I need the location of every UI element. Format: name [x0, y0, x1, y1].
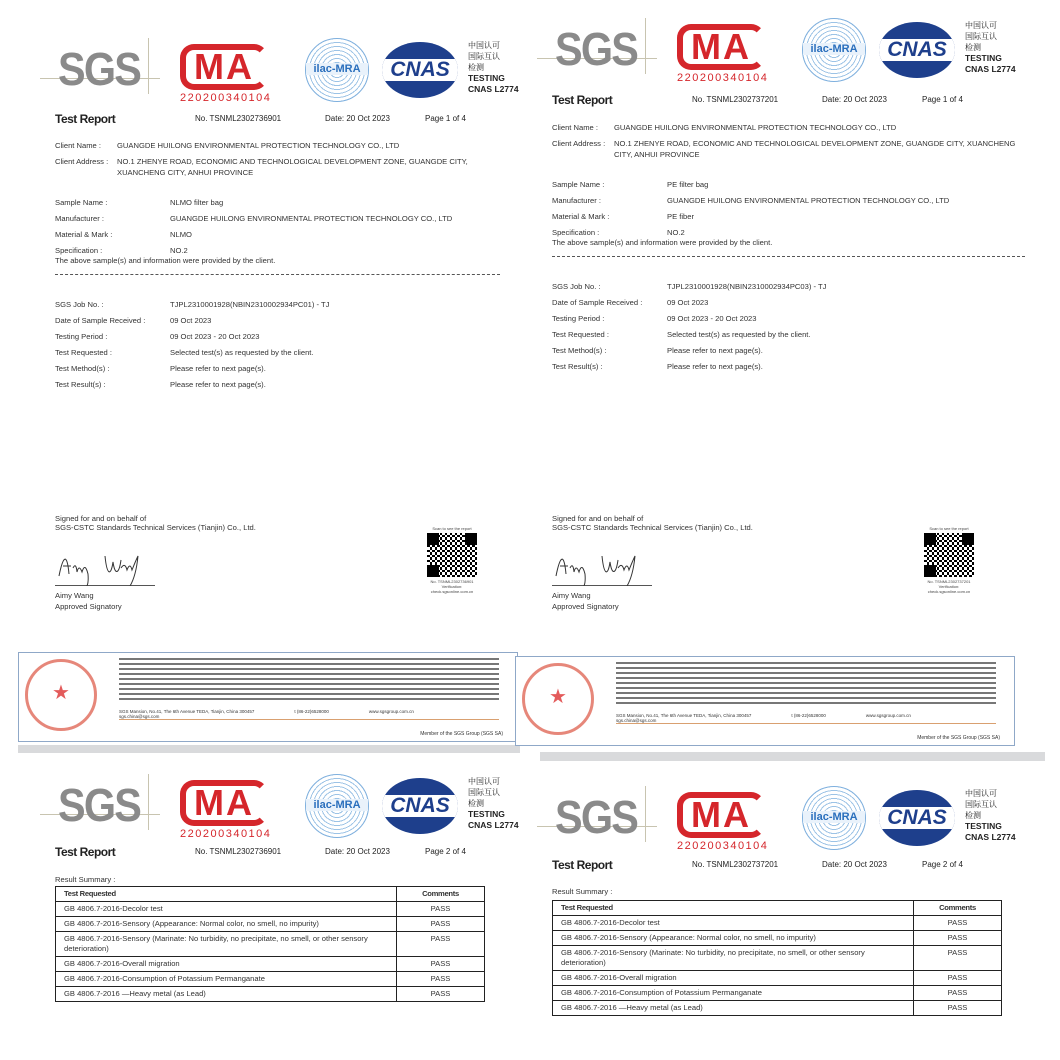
- field-label: Test Result(s) :: [552, 362, 603, 371]
- field-label: Manufacturer :: [552, 196, 601, 205]
- footer-address: SGS Mansion, No.41, The 6th Avenue TEDA, Tianjin, China 300457 t (86-22)6528000 www.sgsgroup.com.cn sgs.china@sgs.com: [616, 713, 996, 724]
- field-label: Manufacturer :: [55, 214, 104, 223]
- field-row: [552, 345, 1025, 356]
- field-label: Test Method(s) :: [55, 364, 110, 373]
- page-separator: [18, 745, 520, 753]
- report-details: [55, 140, 500, 395]
- field-value: GUANGDE HUILONG ENVIRONMENTAL PROTECTION TECHNOLOGY CO., LTD: [117, 141, 400, 150]
- field-value: GUANGDE HUILONG ENVIRONMENTAL PROTECTION TECHNOLOGY CO., LTD: [170, 214, 453, 223]
- report-number: No. TSNML2302737201: [692, 860, 779, 869]
- field-row: [55, 347, 500, 358]
- test-comment: PASS: [397, 972, 485, 987]
- field-row: [55, 213, 500, 224]
- field-row: [55, 363, 500, 374]
- field-value: NO.1 ZHENYE ROAD, ECONOMIC AND TECHNOLOGICAL DEVELOPMENT ZONE, GUANGDE CITY, XUANCHENG CITY, ANHUI PROVINCE: [614, 139, 1016, 159]
- report-footer: [18, 652, 518, 742]
- signatory-name: Aimy Wang: [55, 591, 94, 600]
- field-label: Test Method(s) :: [552, 346, 607, 355]
- ilac-mra-logo: ilac-MRA: [305, 38, 369, 102]
- field-label: Client Address :: [552, 139, 606, 148]
- field-row: [552, 211, 1025, 222]
- report-title-row: [552, 860, 1045, 874]
- field-row: [55, 299, 500, 310]
- field-value: 09 Oct 2023: [667, 298, 709, 307]
- test-comment: PASS: [397, 917, 485, 932]
- report-title: Test Report: [55, 845, 116, 859]
- ilac-mra-logo: ilac-MRA: [802, 786, 866, 850]
- field-label: Client Address :: [55, 157, 109, 166]
- field-row: [552, 329, 1025, 340]
- test-name: GB 4806.7-2016 —Heavy metal (as Lead): [553, 1001, 914, 1016]
- cma-number: 220200340104: [180, 828, 272, 840]
- cma-logo: MA: [180, 780, 268, 826]
- report-number: No. TSNML2302736901: [195, 847, 282, 856]
- test-name: GB 4806.7-2016 —Heavy metal (as Lead): [56, 987, 397, 1002]
- report-number: No. TSNML2302737201: [692, 95, 779, 104]
- report-date: Date: 20 Oct 2023: [822, 860, 887, 869]
- divider: [148, 774, 149, 830]
- signatory-name: Aimy Wang: [552, 591, 591, 600]
- field-label: Date of Sample Received :: [55, 316, 146, 325]
- divider: [148, 38, 149, 94]
- field-row: [552, 179, 1025, 190]
- client-note: The above sample(s) and information were provided by the client.: [55, 256, 276, 265]
- footer-address: SGS Mansion, No.41, The 6th Avenue TEDA, Tianjin, China 300457 t (86-22)6528000 www.sgsgroup.com.cn sgs.china@sgs.com: [119, 709, 499, 720]
- accreditation-text: 中国认可 国际互认 检测 TESTING CNAS L2774: [965, 789, 1016, 842]
- sgs-member-text: Member of the SGS Group (SGS SA): [420, 731, 503, 737]
- field-row: [55, 229, 500, 240]
- result-row: [553, 946, 1002, 971]
- report-details: [552, 122, 1025, 377]
- accreditation-text: 中国认可 国际互认 检测 TESTING CNAS L2774: [965, 21, 1016, 74]
- test-name: GB 4806.7-2016-Consumption of Potassium Permanganate: [56, 972, 397, 987]
- cnas-logo: CNAS: [382, 42, 458, 98]
- test-name: GB 4806.7-2016-Consumption of Potassium Permanganate: [553, 986, 914, 1001]
- test-comment: PASS: [914, 931, 1002, 946]
- result-row: [56, 972, 485, 987]
- test-comment: PASS: [397, 987, 485, 1002]
- field-row: [552, 227, 1025, 238]
- result-row: [553, 986, 1002, 1001]
- field-row: [552, 122, 1025, 133]
- handwritten-signature: [552, 546, 652, 586]
- report-title: Test Report: [552, 93, 613, 107]
- cma-logo: MA: [677, 24, 765, 70]
- field-label: SGS Job No. :: [55, 300, 104, 309]
- col-header-test: Test Requested: [553, 901, 914, 916]
- verification-qr[interactable]: Scan to see the report No. TSNML2302737201 Verification: check.sgsonline.com.cn: [922, 526, 976, 594]
- handwritten-signature: [55, 546, 155, 586]
- field-value: 09 Oct 2023 - 20 Oct 2023: [667, 314, 757, 323]
- field-label: Testing Period :: [552, 314, 605, 323]
- field-row: [55, 379, 500, 390]
- signed-for-text: Signed for and on behalf of: [552, 514, 644, 523]
- page-number: Page 2 of 4: [425, 847, 466, 856]
- field-value: 09 Oct 2023: [170, 316, 212, 325]
- cma-logo: MA: [180, 44, 268, 90]
- field-value: TJPL2310001928(NBIN2310002934PC01) - TJ: [170, 300, 330, 309]
- field-label: Material & Mark :: [552, 212, 610, 221]
- field-row: [552, 313, 1025, 324]
- field-label: Test Result(s) :: [55, 380, 106, 389]
- sgs-logo: SGS: [555, 23, 638, 75]
- report-date: Date: 20 Oct 2023: [822, 95, 887, 104]
- field-row: [55, 245, 500, 256]
- qr-code-icon: [427, 533, 477, 577]
- test-name: GB 4806.7-2016-Decolor test: [553, 916, 914, 931]
- test-name: GB 4806.7-2016-Overall migration: [56, 957, 397, 972]
- field-value: NO.2: [667, 228, 685, 237]
- page-separator: [540, 752, 1045, 761]
- divider: [645, 786, 646, 842]
- field-value: NLMO: [170, 230, 192, 239]
- field-label: Sample Name :: [552, 180, 605, 189]
- report-page-2-nlmo: [40, 762, 520, 1060]
- field-value: PE filter bag: [667, 180, 709, 189]
- divider: [645, 18, 646, 74]
- qr-code-icon: [924, 533, 974, 577]
- sgs-logo: SGS: [58, 43, 141, 95]
- test-name: GB 4806.7-2016-Sensory (Marinate: No turbidity, no precipitate, no smell, or other sensory deterioration): [553, 946, 914, 971]
- result-row: [553, 916, 1002, 931]
- report-footer: [515, 656, 1015, 746]
- test-comment: PASS: [397, 902, 485, 917]
- result-summary-table: [55, 886, 485, 1002]
- verification-qr[interactable]: Scan to see the report No. TSNML2302736901 Verification: check.sgsonline.com.cn: [425, 526, 479, 594]
- field-row: [55, 156, 500, 178]
- result-row: [56, 957, 485, 972]
- sgs-member-text: Member of the SGS Group (SGS SA): [917, 735, 1000, 741]
- field-value: 09 Oct 2023 - 20 Oct 2023: [170, 332, 260, 341]
- result-row: [56, 902, 485, 917]
- field-label: Date of Sample Received :: [552, 298, 643, 307]
- cnas-logo: CNAS: [382, 778, 458, 834]
- field-value: GUANGDE HUILONG ENVIRONMENTAL PROTECTION TECHNOLOGY CO., LTD: [667, 196, 950, 205]
- result-summary-label: Result Summary :: [55, 875, 116, 884]
- page-number: Page 1 of 4: [922, 95, 963, 104]
- report-title: Test Report: [55, 112, 116, 126]
- col-header-comments: Comments: [914, 901, 1002, 916]
- test-comment: PASS: [397, 957, 485, 972]
- field-row: [552, 195, 1025, 206]
- cnas-logo: CNAS: [879, 22, 955, 78]
- report-title-row: [55, 847, 520, 861]
- ilac-mra-logo: ilac-MRA: [305, 774, 369, 838]
- field-value: NO.2: [170, 246, 188, 255]
- cma-number: 220200340104: [677, 72, 769, 84]
- test-name: GB 4806.7-2016-Sensory (Appearance: Normal color, no smell, no impurity): [56, 917, 397, 932]
- result-row: [553, 971, 1002, 986]
- result-row: [56, 917, 485, 932]
- test-comment: PASS: [914, 971, 1002, 986]
- test-name: GB 4806.7-2016-Decolor test: [56, 902, 397, 917]
- accreditation-text: 中国认可 国际互认 检测 TESTING CNAS L2774: [468, 777, 519, 830]
- test-name: GB 4806.7-2016-Sensory (Marinate: No turbidity, no precipitate, no smell, or other sensory deterioration): [56, 932, 397, 957]
- cma-number: 220200340104: [677, 840, 769, 852]
- signed-for-text: Signed for and on behalf of: [55, 514, 147, 523]
- field-label: Test Requested :: [552, 330, 609, 339]
- col-header-test: Test Requested: [56, 887, 397, 902]
- company-seal-star-icon: ★: [25, 659, 97, 731]
- report-page-1-nlmo: [40, 0, 520, 745]
- result-row: [553, 931, 1002, 946]
- company-seal-star-icon: ★: [522, 663, 594, 735]
- test-comment: PASS: [397, 932, 485, 957]
- field-value: GUANGDE HUILONG ENVIRONMENTAL PROTECTION TECHNOLOGY CO., LTD: [614, 123, 897, 132]
- report-header-logos: [537, 786, 1045, 858]
- test-comment: PASS: [914, 986, 1002, 1001]
- terms-disclaimer: [119, 657, 499, 703]
- report-header-logos: [40, 38, 520, 110]
- report-header-logos: [40, 774, 520, 846]
- field-value: Please refer to next page(s).: [667, 346, 763, 355]
- sgs-logo: SGS: [58, 779, 141, 831]
- ilac-mra-logo: ilac-MRA: [802, 18, 866, 82]
- test-comment: PASS: [914, 946, 1002, 971]
- result-row: [553, 1001, 1002, 1016]
- result-row: [56, 932, 485, 957]
- cma-logo: MA: [677, 792, 765, 838]
- report-title-row: [552, 95, 1045, 109]
- page-number: Page 1 of 4: [425, 114, 466, 123]
- report-page-1-pe: [537, 0, 1045, 752]
- field-row: [55, 331, 500, 342]
- signatory-role: Approved Signatory: [55, 602, 122, 611]
- field-value: NLMO filter bag: [170, 198, 224, 207]
- terms-disclaimer: [616, 661, 996, 707]
- field-label: Specification :: [55, 246, 103, 255]
- field-row: [552, 361, 1025, 372]
- test-comment: PASS: [914, 1001, 1002, 1016]
- signature-block: [552, 514, 1012, 611]
- field-value: Please refer to next page(s).: [667, 362, 763, 371]
- field-value: TJPL2310001928(NBIN2310002934PC03) - TJ: [667, 282, 827, 291]
- sgs-logo: SGS: [555, 791, 638, 843]
- field-label: Client Name :: [552, 123, 599, 132]
- field-label: Test Requested :: [55, 348, 112, 357]
- signature-block: [55, 514, 515, 611]
- result-row: [56, 987, 485, 1002]
- field-label: Testing Period :: [55, 332, 108, 341]
- report-number: No. TSNML2302736901: [195, 114, 282, 123]
- report-title: Test Report: [552, 858, 613, 872]
- field-value: PE fiber: [667, 212, 695, 221]
- field-label: SGS Job No. :: [552, 282, 601, 291]
- cma-number: 220200340104: [180, 92, 272, 104]
- field-value: Please refer to next page(s).: [170, 364, 266, 373]
- field-value: NO.1 ZHENYE ROAD, ECONOMIC AND TECHNOLOGICAL DEVELOPMENT ZONE, GUANGDE CITY, XUANCHENG CITY, ANHUI PROVINCE: [117, 157, 468, 177]
- report-date: Date: 20 Oct 2023: [325, 114, 390, 123]
- field-row: [55, 140, 500, 151]
- field-label: Specification :: [552, 228, 600, 237]
- report-page-2-pe: [537, 762, 1045, 1060]
- report-title-row: [55, 114, 520, 128]
- field-value: Selected test(s) as requested by the client.: [667, 330, 811, 339]
- result-summary-table: [552, 900, 1002, 1016]
- signing-company: SGS-CSTC Standards Technical Services (Tianjin) Co., Ltd.: [552, 523, 753, 532]
- signatory-role: Approved Signatory: [552, 602, 619, 611]
- field-value: Please refer to next page(s).: [170, 380, 266, 389]
- accreditation-text: 中国认可 国际互认 检测 TESTING CNAS L2774: [468, 41, 519, 94]
- field-label: Material & Mark :: [55, 230, 113, 239]
- result-summary-label: Result Summary :: [552, 887, 613, 896]
- cnas-logo: CNAS: [879, 790, 955, 846]
- test-name: GB 4806.7-2016-Overall migration: [553, 971, 914, 986]
- field-label: Client Name :: [55, 141, 102, 150]
- field-row: [55, 197, 500, 208]
- field-value: Selected test(s) as requested by the client.: [170, 348, 314, 357]
- report-date: Date: 20 Oct 2023: [325, 847, 390, 856]
- signing-company: SGS-CSTC Standards Technical Services (Tianjin) Co., Ltd.: [55, 523, 256, 532]
- field-row: [55, 315, 500, 326]
- test-name: GB 4806.7-2016-Sensory (Appearance: Normal color, no smell, no impurity): [553, 931, 914, 946]
- field-label: Sample Name :: [55, 198, 108, 207]
- test-comment: PASS: [914, 916, 1002, 931]
- field-row: [552, 297, 1025, 308]
- client-note: The above sample(s) and information were provided by the client.: [552, 238, 773, 247]
- col-header-comments: Comments: [397, 887, 485, 902]
- page-number: Page 2 of 4: [922, 860, 963, 869]
- field-row: [552, 138, 1025, 160]
- field-row: [552, 281, 1025, 292]
- report-header-logos: [537, 18, 1045, 90]
